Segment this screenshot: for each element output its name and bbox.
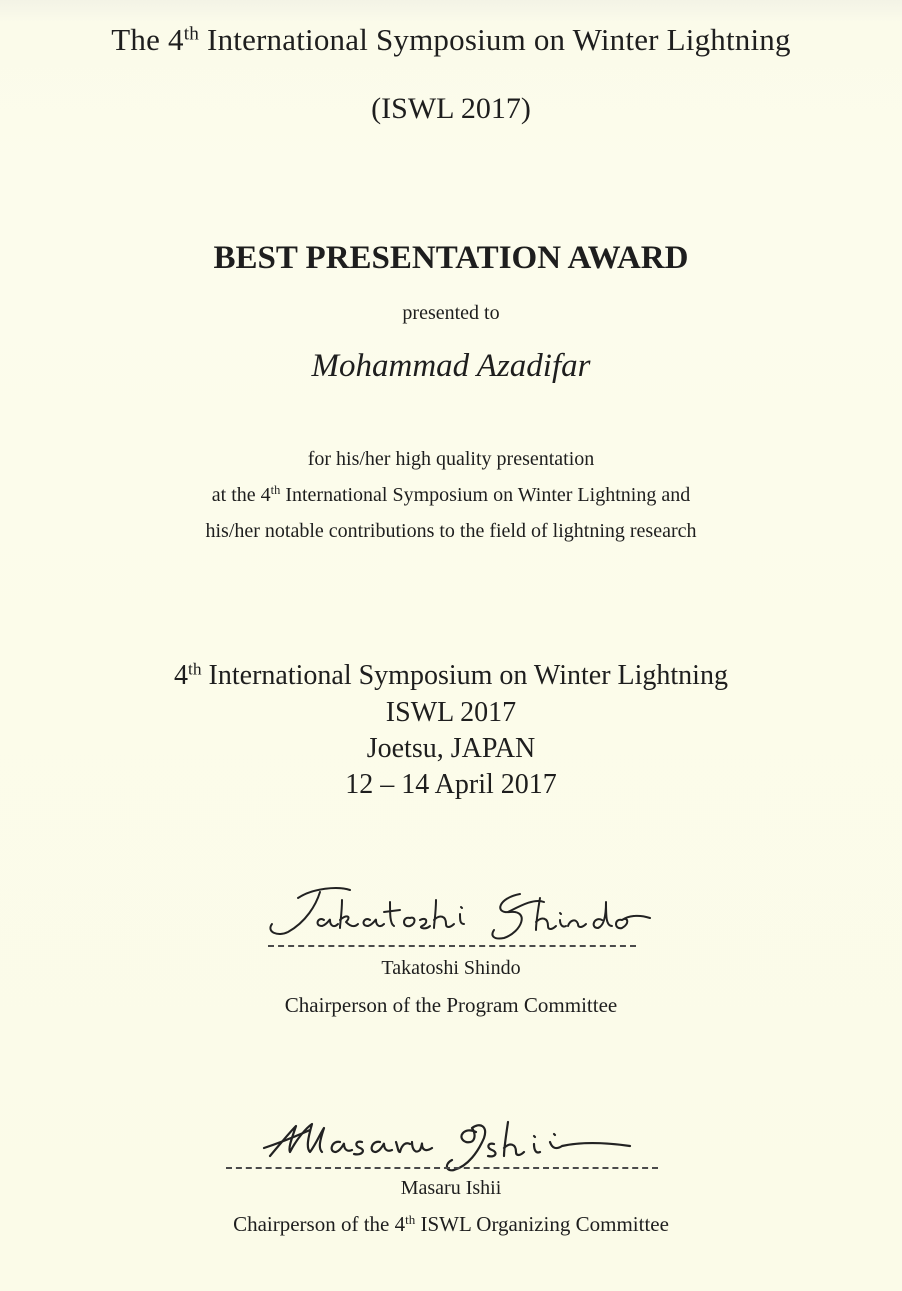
signatory-title bbox=[0, 1212, 902, 1237]
signatory-title: Chairperson of the Program Committee bbox=[284, 993, 618, 1017]
signature-line bbox=[268, 945, 636, 947]
award-name: BEST PRESENTATION AWARD bbox=[213, 240, 689, 276]
ordinal-suffix: th bbox=[270, 483, 281, 498]
signatory-title-part: ISWL Organizing Committee bbox=[415, 1212, 669, 1236]
signatory-name: Masaru Ishii bbox=[400, 1177, 502, 1199]
handwritten-signature-image bbox=[258, 880, 658, 950]
citation-line-3: his/her notable contributions to the field of lightning research bbox=[205, 520, 697, 542]
symposium-title-part: International Symposium on Winter Lightning bbox=[199, 22, 791, 57]
ordinal-suffix: th bbox=[188, 659, 202, 679]
citation-line-2 bbox=[0, 484, 902, 507]
symposium-title bbox=[0, 22, 902, 58]
symposium-title-part: The 4 bbox=[111, 22, 184, 57]
event-name-part: International Symposium on Winter Lightning bbox=[201, 660, 728, 691]
event-dates: 12 – 14 April 2017 bbox=[345, 769, 557, 800]
event-location: Joetsu, JAPAN bbox=[366, 733, 536, 764]
citation-line-1: for his/her high quality presentation bbox=[307, 448, 595, 470]
ordinal-suffix: th bbox=[183, 23, 200, 45]
recipient-name: Mohammad Azadifar bbox=[311, 348, 591, 384]
symposium-abbreviation: (ISWL 2017) bbox=[371, 92, 531, 125]
signatory-title-part: Chairperson of the 4 bbox=[233, 1212, 406, 1236]
event-name-part: 4 bbox=[174, 660, 189, 691]
signatory-name: Takatoshi Shindo bbox=[381, 957, 521, 979]
event-name bbox=[0, 660, 902, 692]
ordinal-suffix: th bbox=[405, 1211, 416, 1227]
signature-shindo bbox=[258, 880, 658, 950]
citation-text-part: International Symposium on Winter Lightning and bbox=[280, 484, 691, 506]
presented-to-label: presented to bbox=[402, 302, 500, 324]
signature-line bbox=[226, 1167, 658, 1169]
event-abbreviation: ISWL 2017 bbox=[385, 697, 517, 728]
citation-text-part: at the 4 bbox=[211, 484, 271, 506]
